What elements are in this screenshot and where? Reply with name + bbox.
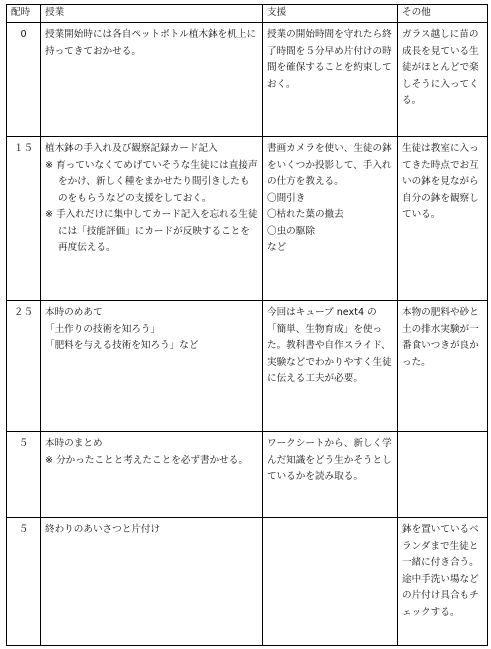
time-cell: １５: [7, 137, 41, 301]
support-cell: [263, 518, 398, 646]
lesson-cell: [41, 432, 263, 518]
lesson-text: 終わりのあいさつと片付け: [45, 524, 161, 535]
support-cell: [263, 137, 398, 301]
header-other: その他: [398, 5, 488, 23]
lesson-text: 植木鉢の手入れ及び観察記録カード記入: [45, 143, 218, 154]
support-cell: [263, 432, 398, 518]
support-cell: [263, 23, 398, 137]
support-text: 授業の開始時間を守れたら終了時間を５分早め片付けの時間を確保することを約束しておく。: [267, 29, 392, 90]
support-item: 〇間引き: [267, 192, 306, 204]
header-row: [7, 5, 488, 23]
time-cell: ２５: [7, 301, 41, 432]
header-lesson: 授業: [41, 5, 263, 23]
table-row: [7, 301, 488, 432]
table-row: [7, 432, 488, 518]
lesson-cell: [41, 518, 263, 646]
lesson-note: ※ 育っていなくてめげていそうな生徒には直接声をかけ、新しく種をまかせたり間引きしたものをもらうなどの支援をしておく。: [45, 159, 258, 204]
lesson-text: 本時のめあて: [45, 307, 103, 318]
lesson-text: 「土作りの技術を知ろう」: [45, 323, 161, 335]
time-cell: ５: [7, 432, 41, 518]
support-text: 書画カメラを使い、生徒の鉢をいくつか投影して、手入れの仕方を教える。: [267, 143, 392, 187]
lesson-text: 授業開始時には各自ペットボトル植木鉢を机上に持ってきておかせる。: [45, 29, 257, 57]
other-cell: 本物の肥料や砂と土の排水実験が一番食いつきが良かった。: [398, 301, 488, 432]
lesson-text: 本時のまとめ: [45, 438, 103, 449]
support-text: ワークシートから、新しく学んだ知識をどう生かそうとしているかを読み取る。: [267, 438, 392, 482]
lesson-note: ※ 手入れだけに集中してカード記入を忘れる生徒には「技能評価」にカードが反映することを再度伝える。: [45, 209, 258, 253]
lesson-cell: [41, 137, 263, 301]
lesson-text: 「肥料を与える技術を知ろう」など: [45, 340, 199, 351]
header-support: 支援: [263, 5, 398, 23]
support-item: など: [267, 242, 287, 253]
other-cell: ガラス越しに苗の成長を見ている生徒がほとんどで楽しそうに入ってくる。: [398, 23, 488, 137]
header-time: 配時: [7, 5, 41, 23]
time-cell: 0: [7, 23, 41, 137]
support-cell: [263, 301, 398, 432]
other-cell: [398, 432, 488, 518]
support-text: 今回はキューブ next4 の「簡単、生物育成」を使った。教科書や自作スライド、実験などでわかりやすく生徒に伝える工夫が必要。: [267, 307, 392, 384]
table-row: [7, 518, 488, 646]
other-cell: 生徒は教室に入ってきた時点でお互いの鉢を見ながら自分の鉢を観察している。: [398, 137, 488, 301]
support-item: 〇枯れた葉の撤去: [267, 209, 344, 220]
other-cell: 鉢を置いているベランダまで生徒と一緒に付き合う。途中手洗い場などの片付け具合もチェックする。: [398, 518, 488, 646]
time-cell: ５: [7, 518, 41, 646]
lesson-cell: [41, 301, 263, 432]
lesson-cell: [41, 23, 263, 137]
table-row: [7, 23, 488, 137]
table-row: [7, 137, 488, 301]
lesson-plan-table: [6, 4, 488, 646]
support-item: 〇虫の駆除: [267, 225, 315, 237]
lesson-note: ※ 分かったことと考えたことを必ず書かせる。: [45, 454, 248, 466]
